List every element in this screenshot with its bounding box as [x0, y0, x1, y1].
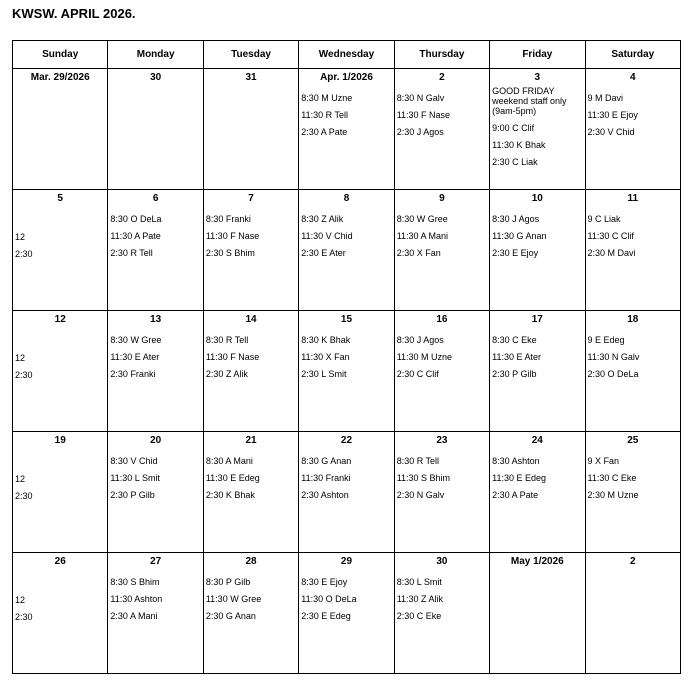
shift-entry: 9 M Davi: [587, 93, 624, 103]
day-date: 13: [150, 314, 162, 325]
shift-entry: 9 E Edeg: [587, 335, 625, 345]
day-cell: [299, 190, 394, 311]
day-cell: [108, 311, 203, 432]
weekday-header: Sunday: [13, 41, 108, 69]
day-date: 18: [627, 314, 639, 325]
day-cell: [13, 69, 108, 190]
shift-entry: [13, 456, 107, 467]
shift-entry: 11:30 F Nase: [396, 110, 451, 120]
day-cell: [490, 190, 585, 311]
shift-entry: 11:30 E Edeg: [205, 473, 260, 483]
day-date: 30: [150, 72, 162, 83]
day-date: 30: [436, 556, 448, 567]
day-date: 28: [245, 556, 257, 567]
day-cell: [108, 432, 203, 553]
shift-entry: 8:30 W Gree: [110, 335, 162, 345]
shift-entry: 12: [15, 474, 26, 484]
shift-entry: 8:30 L Smit: [396, 577, 442, 587]
shift-entry: 8:30 R Tell: [205, 335, 249, 345]
shift-entry: 11:30 C Eke: [587, 473, 637, 483]
shift-entry: 11:30 L Smit: [110, 473, 160, 483]
weekday-header: Friday: [490, 41, 585, 69]
day-cell: [203, 190, 298, 311]
day-cell: [203, 553, 298, 674]
weekday-header: Tuesday: [203, 41, 298, 69]
shift-entry: 11:30 E Ejoy: [587, 110, 638, 120]
shift-entry: 9 X Fan: [587, 456, 620, 466]
shift-entry: 8:30 V Chid: [110, 456, 158, 466]
weekday-header: Monday: [108, 41, 203, 69]
shift-entry: 11:30 E Ater: [110, 352, 160, 362]
day-cell: [299, 69, 394, 190]
shift-entry: [13, 577, 107, 588]
shift-entry: 2:30 Z Alik: [205, 369, 248, 379]
shift-entry: 11:30 O DeLa: [301, 594, 357, 604]
shift-entry: 2:30 R Tell: [110, 248, 153, 258]
page-title: KWSW. APRIL 2026.: [12, 6, 136, 21]
day-cell: [394, 432, 489, 553]
shift-entry: 8:30 Ashton: [492, 456, 540, 466]
day-date: 20: [150, 435, 162, 446]
shift-entry: 8:30 O DeLa: [110, 214, 162, 224]
shift-entry: 11:30 Z Alik: [396, 594, 444, 604]
shift-entry: 2:30 E Ater: [301, 248, 346, 258]
shift-entry: 11:30 A Pate: [110, 231, 161, 241]
day-cell: [299, 311, 394, 432]
shift-entry: [13, 335, 107, 346]
day-cell: [203, 69, 298, 190]
day-date: 19: [54, 435, 66, 446]
shift-entry: 11:30 M Uzne: [396, 352, 453, 362]
shift-entry: 8:30 W Gree: [396, 214, 448, 224]
shift-entry: 2:30 P Gilb: [110, 490, 155, 500]
shift-entry: 8:30 K Bhak: [301, 335, 351, 345]
day-date: Mar. 29/2026: [30, 72, 90, 83]
day-cell: [394, 311, 489, 432]
shift-entry: 8:30 R Tell: [396, 456, 440, 466]
shift-entry: 11:30 C Clif: [587, 231, 634, 241]
shift-entry: 12: [15, 595, 26, 605]
day-cell: [490, 69, 585, 190]
shift-entry: 2:30 E Ejoy: [492, 248, 539, 258]
shift-entry: 2:30 L Smit: [301, 369, 347, 379]
day-date: 7: [248, 193, 254, 204]
day-cell: [585, 432, 680, 553]
day-date: May 1/2026: [510, 556, 564, 567]
shift-entry: 2:30 C Liak: [492, 157, 538, 167]
day-cell: [299, 553, 394, 674]
day-date: 4: [629, 72, 636, 83]
calendar-table: [12, 40, 681, 674]
day-cell: [490, 553, 585, 674]
shift-entry: 8:30 G Anan: [301, 456, 352, 466]
shift-entry: 9:00 C Clif: [492, 123, 535, 133]
day-cell: [13, 190, 108, 311]
weekday-header: Thursday: [394, 41, 489, 69]
day-cell: [585, 69, 680, 190]
shift-entry: 11:30 A Mani: [396, 231, 449, 241]
day-cell: [490, 311, 585, 432]
day-cell: [13, 311, 108, 432]
shift-entry: [13, 214, 107, 225]
day-date: 14: [245, 314, 257, 325]
shift-entry: 2:30 Ashton: [301, 490, 349, 500]
shift-entry: 2:30 P Gilb: [492, 369, 537, 379]
day-date: 9: [439, 193, 445, 204]
day-cell: [203, 311, 298, 432]
day-cell: [585, 553, 680, 674]
day-cell: [108, 69, 203, 190]
shift-entry: 11:30 Franki: [301, 473, 351, 483]
holiday-note: GOOD FRIDAY: [492, 86, 555, 96]
shift-entry: 2:30 A Pate: [301, 127, 348, 137]
shift-entry: 11:30 F Nase: [205, 231, 260, 241]
day-date: 22: [340, 435, 353, 446]
day-date: 21: [245, 435, 257, 446]
day-date: 10: [531, 193, 543, 204]
shift-entry: 8:30 E Ejoy: [301, 577, 348, 587]
shift-entry: 11:30 X Fan: [301, 352, 350, 362]
shift-entry: 2:30 G Anan: [205, 611, 256, 621]
shift-entry: 8:30 C Eke: [492, 335, 537, 345]
week-row: [13, 311, 681, 432]
day-date: 16: [436, 314, 448, 325]
holiday-note: weekend staff only: [492, 96, 567, 106]
weekday-header: Saturday: [585, 41, 680, 69]
shift-entry: 2:30 J Agos: [396, 127, 444, 137]
shift-entry: 8:30 J Agos: [492, 214, 540, 224]
day-date: 2: [439, 72, 445, 83]
shift-entry: 8:30 A Mani: [205, 456, 253, 466]
shift-entry: 2:30 M Davi: [587, 248, 636, 258]
shift-entry: 2:30 K Bhak: [205, 490, 255, 500]
shift-entry: 8:30 M Uzne: [301, 93, 353, 103]
shift-entry: 8:30 S Bhim: [110, 577, 160, 587]
shift-entry: 11:30 K Bhak: [492, 140, 546, 150]
shift-entry: 12: [15, 353, 26, 363]
week-row: [13, 69, 681, 190]
week-row: [13, 553, 681, 674]
day-date: 6: [152, 193, 159, 204]
shift-entry: 9 C Liak: [587, 214, 621, 224]
shift-entry: 8:30 J Agos: [396, 335, 444, 345]
day-cell: [299, 432, 394, 553]
week-row: [13, 190, 681, 311]
day-date: 27: [150, 556, 162, 567]
day-cell: [585, 311, 680, 432]
day-date: 5: [57, 193, 63, 204]
shift-entry: 2:30 C Clif: [396, 369, 439, 379]
day-date: 29: [340, 556, 353, 567]
shift-entry: 2:30: [15, 612, 33, 622]
shift-entry: 12: [15, 232, 26, 242]
day-cell: [394, 553, 489, 674]
weekday-header: Wednesday: [299, 41, 394, 69]
shift-entry: 11:30 N Galv: [587, 352, 640, 362]
shift-entry: 2:30 Franki: [110, 369, 156, 379]
day-cell: [394, 190, 489, 311]
shift-entry: 11:30 R Tell: [301, 110, 348, 120]
day-date: 8: [343, 193, 350, 204]
day-date: 25: [627, 435, 639, 446]
day-date: 2: [629, 556, 636, 567]
shift-entry: 11:30 E Ater: [492, 352, 541, 362]
day-cell: [13, 553, 108, 674]
shift-entry: 11:30 W Gree: [205, 594, 262, 604]
day-cell: [13, 432, 108, 553]
week-row: [13, 432, 681, 553]
shift-entry: 8:30 Franki: [205, 214, 251, 224]
day-date: 26: [54, 556, 66, 567]
day-cell: [490, 432, 585, 553]
day-date: 17: [531, 314, 543, 325]
shift-entry: 2:30: [15, 370, 33, 380]
day-date: 23: [436, 435, 448, 446]
day-cell: [108, 553, 203, 674]
shift-entry: 2:30 E Edeg: [301, 611, 351, 621]
day-date: 15: [340, 314, 353, 325]
shift-entry: 8:30 P Gilb: [205, 577, 251, 587]
day-date: 3: [534, 72, 541, 83]
day-cell: [108, 190, 203, 311]
shift-entry: 2:30 O DeLa: [587, 369, 639, 379]
shift-entry: 2:30 X Fan: [396, 248, 441, 258]
day-cell: [203, 432, 298, 553]
shift-entry: 2:30 C Eke: [396, 611, 442, 621]
shift-entry: 8:30 N Galv: [396, 93, 445, 103]
shift-entry: 11:30 F Nase: [205, 352, 260, 362]
shift-entry: 2:30: [15, 491, 33, 501]
shift-entry: 2:30 V Chid: [587, 127, 635, 137]
shift-entry: 2:30 A Pate: [492, 490, 539, 500]
day-date: 12: [54, 314, 66, 325]
day-date: 24: [531, 435, 543, 446]
shift-entry: 11:30 Ashton: [110, 594, 163, 604]
shift-entry: 11:30 E Edeg: [492, 473, 546, 483]
day-date: 11: [627, 193, 639, 204]
shift-entry: 8:30 Z Alik: [301, 214, 344, 224]
weekday-header-row: [13, 41, 681, 69]
shift-entry: 2:30 M Uzne: [587, 490, 639, 500]
shift-entry: 2:30: [15, 249, 33, 259]
day-date: 31: [245, 72, 257, 83]
shift-entry: 2:30 N Galv: [396, 490, 445, 500]
holiday-note: (9am-5pm): [492, 106, 537, 116]
shift-entry: 11:30 V Chid: [301, 231, 353, 241]
day-date: Apr. 1/2026: [320, 72, 373, 83]
day-cell: [585, 190, 680, 311]
day-cell: [394, 69, 489, 190]
shift-entry: 2:30 S Bhim: [205, 248, 255, 258]
shift-entry: 11:30 G Anan: [492, 231, 547, 241]
shift-entry: 2:30 A Mani: [110, 611, 158, 621]
shift-entry: 11:30 S Bhim: [396, 473, 451, 483]
